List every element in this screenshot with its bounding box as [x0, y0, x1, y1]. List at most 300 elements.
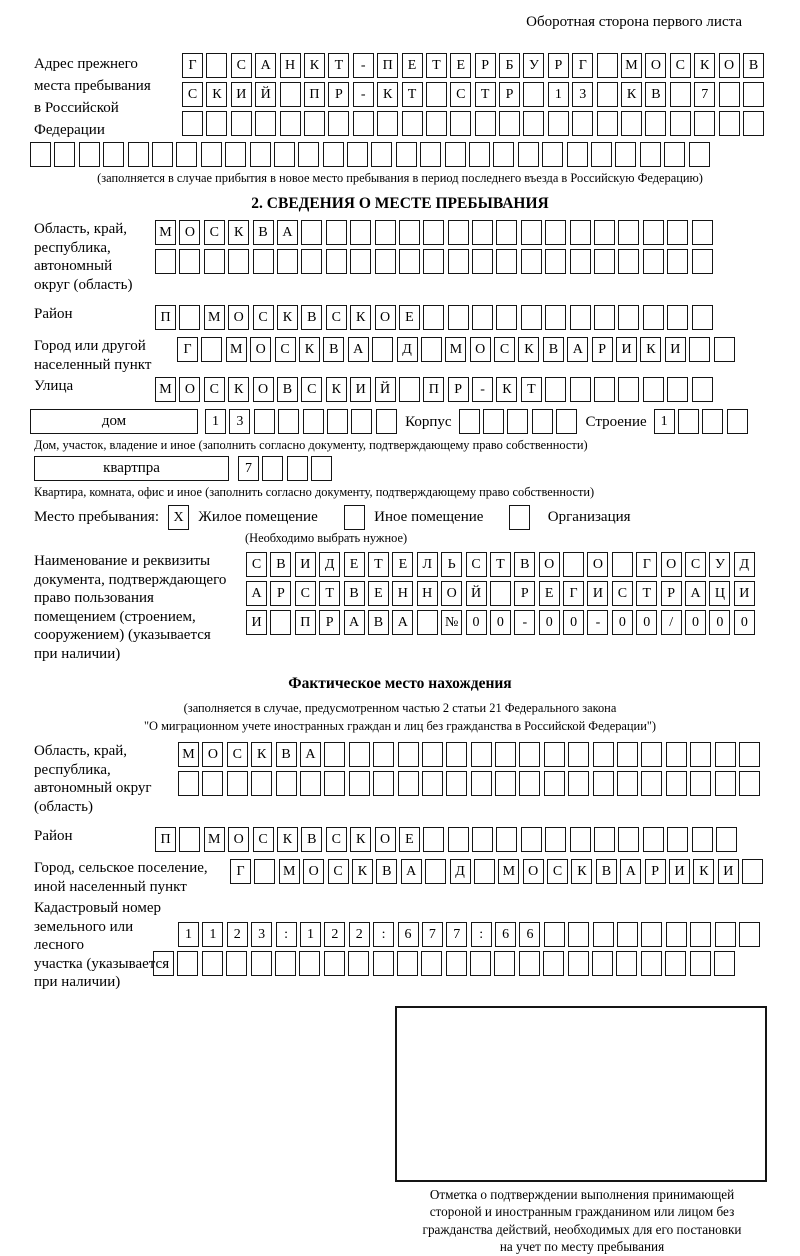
char-cell[interactable] [201, 142, 222, 167]
char-cell[interactable]: Й [255, 82, 276, 107]
char-cell[interactable]: Н [392, 581, 413, 606]
char-cell[interactable] [545, 220, 566, 245]
char-cell[interactable]: Р [499, 82, 520, 107]
char-cell[interactable]: А [348, 337, 369, 362]
char-cell[interactable] [563, 552, 584, 577]
char-cell[interactable] [472, 305, 493, 330]
char-cell[interactable] [326, 249, 347, 274]
char-cell[interactable] [422, 742, 443, 767]
char-cell[interactable] [667, 220, 688, 245]
char-cell[interactable]: Р [645, 859, 666, 884]
char-cell[interactable]: К [694, 53, 715, 78]
char-cell[interactable]: С [547, 859, 568, 884]
char-cell[interactable]: С [204, 377, 225, 402]
char-cell[interactable] [692, 827, 713, 852]
char-cell[interactable] [471, 742, 492, 767]
char-cell[interactable] [397, 951, 418, 976]
char-cell[interactable]: В [376, 859, 397, 884]
char-cell[interactable] [324, 951, 345, 976]
char-cell[interactable] [689, 142, 710, 167]
char-cell[interactable] [643, 249, 664, 274]
char-cell[interactable] [274, 142, 295, 167]
char-cell[interactable]: Е [399, 827, 420, 852]
char-cell[interactable] [423, 220, 444, 245]
char-cell[interactable]: С [685, 552, 706, 577]
char-cell[interactable] [231, 111, 252, 136]
char-cell[interactable] [617, 922, 638, 947]
char-cell[interactable] [678, 409, 699, 434]
char-cell[interactable] [544, 742, 565, 767]
char-cell[interactable]: Р [270, 581, 291, 606]
char-cell[interactable] [398, 742, 419, 767]
char-cell[interactable] [716, 827, 737, 852]
char-cell[interactable]: К [277, 305, 298, 330]
char-cell[interactable] [690, 951, 711, 976]
char-cell[interactable]: 2 [324, 922, 345, 947]
char-cell[interactable]: Т [368, 552, 389, 577]
char-cell[interactable]: С [670, 53, 691, 78]
char-cell[interactable] [396, 142, 417, 167]
char-cell[interactable] [593, 771, 614, 796]
char-cell[interactable]: К [496, 377, 517, 402]
char-cell[interactable] [641, 771, 662, 796]
char-cell[interactable]: О [179, 220, 200, 245]
char-cell[interactable]: О [250, 337, 271, 362]
char-cell[interactable] [618, 827, 639, 852]
char-cell[interactable] [153, 951, 174, 976]
char-cell[interactable]: Г [636, 552, 657, 577]
char-cell[interactable] [594, 827, 615, 852]
char-cell[interactable]: В [301, 827, 322, 852]
char-cell[interactable] [287, 456, 308, 481]
char-cell[interactable]: О [523, 859, 544, 884]
char-cell[interactable] [399, 377, 420, 402]
char-cell[interactable]: : [471, 922, 492, 947]
char-cell[interactable]: - [353, 82, 374, 107]
char-cell[interactable] [446, 742, 467, 767]
char-cell[interactable]: В [743, 53, 764, 78]
char-cell[interactable]: О [375, 305, 396, 330]
char-cell[interactable]: Р [661, 581, 682, 606]
char-cell[interactable] [667, 305, 688, 330]
char-cell[interactable] [178, 771, 199, 796]
char-cell[interactable]: 0 [734, 610, 755, 635]
char-cell[interactable]: Т [490, 552, 511, 577]
char-cell[interactable]: С [326, 827, 347, 852]
char-cell[interactable] [425, 859, 446, 884]
char-cell[interactable]: Т [475, 82, 496, 107]
char-cell[interactable] [373, 951, 394, 976]
char-cell[interactable]: О [587, 552, 608, 577]
char-cell[interactable] [375, 249, 396, 274]
char-cell[interactable] [641, 922, 662, 947]
char-cell[interactable]: П [295, 610, 316, 635]
char-cell[interactable] [568, 742, 589, 767]
char-cell[interactable] [250, 142, 271, 167]
char-cell[interactable] [304, 111, 325, 136]
char-cell[interactable]: 1 [548, 82, 569, 107]
char-cell[interactable]: Н [417, 581, 438, 606]
char-cell[interactable] [521, 827, 542, 852]
char-cell[interactable]: 2 [349, 922, 370, 947]
char-cell[interactable] [472, 249, 493, 274]
char-cell[interactable] [202, 951, 223, 976]
char-cell[interactable]: О [539, 552, 560, 577]
char-cell[interactable]: С [231, 53, 252, 78]
char-cell[interactable]: - [472, 377, 493, 402]
char-cell[interactable] [373, 742, 394, 767]
char-cell[interactable] [349, 742, 370, 767]
char-cell[interactable] [597, 53, 618, 78]
char-cell[interactable] [204, 249, 225, 274]
char-cell[interactable] [694, 111, 715, 136]
char-cell[interactable]: № [441, 610, 462, 635]
char-cell[interactable]: 1 [205, 409, 226, 434]
char-cell[interactable]: А [344, 610, 365, 635]
char-cell[interactable]: О [470, 337, 491, 362]
char-cell[interactable]: М [155, 377, 176, 402]
char-cell[interactable] [350, 220, 371, 245]
char-cell[interactable]: С [326, 305, 347, 330]
char-cell[interactable] [311, 456, 332, 481]
char-cell[interactable] [177, 951, 198, 976]
char-cell[interactable] [690, 742, 711, 767]
char-cell[interactable] [251, 951, 272, 976]
char-cell[interactable] [617, 742, 638, 767]
char-cell[interactable]: Г [182, 53, 203, 78]
char-cell[interactable] [715, 742, 736, 767]
char-cell[interactable]: К [228, 377, 249, 402]
char-cell[interactable] [597, 82, 618, 107]
char-cell[interactable]: 0 [563, 610, 584, 635]
char-cell[interactable]: С [466, 552, 487, 577]
char-cell[interactable] [128, 142, 149, 167]
char-cell[interactable]: - [353, 53, 374, 78]
char-cell[interactable]: И [587, 581, 608, 606]
char-cell[interactable]: М [178, 742, 199, 767]
char-cell[interactable] [494, 951, 515, 976]
char-cell[interactable]: С [275, 337, 296, 362]
char-cell[interactable] [739, 922, 760, 947]
char-cell[interactable] [326, 220, 347, 245]
char-cell[interactable]: Д [734, 552, 755, 577]
char-cell[interactable] [572, 111, 593, 136]
char-cell[interactable]: Р [448, 377, 469, 402]
char-cell[interactable]: К [228, 220, 249, 245]
char-cell[interactable]: О [228, 305, 249, 330]
char-cell[interactable]: Р [319, 610, 340, 635]
char-cell[interactable]: М [155, 220, 176, 245]
char-cell[interactable] [176, 142, 197, 167]
char-cell[interactable] [594, 305, 615, 330]
char-cell[interactable] [376, 409, 397, 434]
char-cell[interactable] [179, 305, 200, 330]
char-cell[interactable]: О [441, 581, 462, 606]
char-cell[interactable]: В [368, 610, 389, 635]
char-cell[interactable] [474, 859, 495, 884]
char-cell[interactable] [421, 337, 442, 362]
char-cell[interactable]: 2 [227, 922, 248, 947]
char-cell[interactable] [155, 249, 176, 274]
char-cell[interactable] [324, 771, 345, 796]
char-cell[interactable] [254, 859, 275, 884]
char-cell[interactable] [521, 220, 542, 245]
char-cell[interactable]: К [640, 337, 661, 362]
char-cell[interactable]: И [350, 377, 371, 402]
char-cell[interactable]: М [498, 859, 519, 884]
char-cell[interactable]: 6 [495, 922, 516, 947]
char-cell[interactable]: Д [397, 337, 418, 362]
char-cell[interactable] [483, 409, 504, 434]
char-cell[interactable]: П [155, 827, 176, 852]
char-cell[interactable]: В [645, 82, 666, 107]
char-cell[interactable]: А [620, 859, 641, 884]
char-cell[interactable] [507, 409, 528, 434]
char-cell[interactable]: С [328, 859, 349, 884]
char-cell[interactable] [523, 82, 544, 107]
char-cell[interactable] [593, 742, 614, 767]
char-cell[interactable] [182, 111, 203, 136]
char-cell[interactable]: К [377, 82, 398, 107]
char-cell[interactable]: / [661, 610, 682, 635]
char-cell[interactable]: Е [344, 552, 365, 577]
char-cell[interactable]: 7 [422, 922, 443, 947]
char-cell[interactable]: Г [230, 859, 251, 884]
char-cell[interactable]: С [253, 305, 274, 330]
char-cell[interactable]: Ц [709, 581, 730, 606]
char-cell[interactable] [545, 377, 566, 402]
char-cell[interactable] [426, 111, 447, 136]
char-cell[interactable]: 0 [709, 610, 730, 635]
char-cell[interactable] [426, 82, 447, 107]
char-cell[interactable] [643, 827, 664, 852]
char-cell[interactable] [727, 409, 748, 434]
char-cell[interactable] [519, 771, 540, 796]
char-cell[interactable]: : [373, 922, 394, 947]
char-cell[interactable] [715, 771, 736, 796]
char-cell[interactable] [670, 111, 691, 136]
char-cell[interactable] [499, 111, 520, 136]
char-cell[interactable] [450, 111, 471, 136]
char-cell[interactable]: К [304, 53, 325, 78]
char-cell[interactable]: И [718, 859, 739, 884]
char-cell[interactable]: Р [592, 337, 613, 362]
char-cell[interactable] [202, 771, 223, 796]
char-cell[interactable] [594, 377, 615, 402]
char-cell[interactable] [420, 142, 441, 167]
char-cell[interactable] [692, 249, 713, 274]
char-cell[interactable]: Е [392, 552, 413, 577]
char-cell[interactable]: Е [402, 53, 423, 78]
char-cell[interactable] [270, 610, 291, 635]
char-cell[interactable] [618, 305, 639, 330]
char-cell[interactable] [743, 111, 764, 136]
char-cell[interactable] [226, 951, 247, 976]
char-cell[interactable] [448, 305, 469, 330]
char-cell[interactable]: М [279, 859, 300, 884]
char-cell[interactable]: Й [375, 377, 396, 402]
char-cell[interactable] [448, 249, 469, 274]
char-cell[interactable] [251, 771, 272, 796]
char-cell[interactable] [448, 827, 469, 852]
char-cell[interactable] [617, 771, 638, 796]
char-cell[interactable]: Й [466, 581, 487, 606]
char-cell[interactable] [54, 142, 75, 167]
char-cell[interactable] [521, 305, 542, 330]
char-cell[interactable]: М [621, 53, 642, 78]
char-cell[interactable] [692, 377, 713, 402]
char-cell[interactable] [641, 742, 662, 767]
char-cell[interactable] [739, 771, 760, 796]
char-cell[interactable] [570, 249, 591, 274]
char-cell[interactable] [519, 742, 540, 767]
char-cell[interactable] [490, 581, 511, 606]
char-cell[interactable] [645, 111, 666, 136]
char-cell[interactable]: 6 [398, 922, 419, 947]
char-cell[interactable]: У [709, 552, 730, 577]
char-cell[interactable] [570, 827, 591, 852]
char-cell[interactable]: К [571, 859, 592, 884]
char-cell[interactable]: П [304, 82, 325, 107]
char-cell[interactable]: А [300, 742, 321, 767]
char-cell[interactable]: 0 [636, 610, 657, 635]
char-cell[interactable] [689, 337, 710, 362]
char-cell[interactable] [280, 111, 301, 136]
char-cell[interactable]: 7 [238, 456, 259, 481]
char-cell[interactable] [715, 922, 736, 947]
char-cell[interactable] [253, 249, 274, 274]
char-cell[interactable] [423, 827, 444, 852]
char-cell[interactable]: Г [572, 53, 593, 78]
char-cell[interactable]: Л [417, 552, 438, 577]
char-cell[interactable] [509, 505, 530, 530]
char-cell[interactable]: Н [280, 53, 301, 78]
char-cell[interactable]: У [523, 53, 544, 78]
char-cell[interactable] [280, 82, 301, 107]
char-cell[interactable] [423, 305, 444, 330]
char-cell[interactable] [353, 111, 374, 136]
char-cell[interactable] [518, 142, 539, 167]
char-cell[interactable]: И [295, 552, 316, 577]
char-cell[interactable]: К [299, 337, 320, 362]
char-cell[interactable] [446, 771, 467, 796]
char-cell[interactable] [301, 249, 322, 274]
char-cell[interactable] [548, 111, 569, 136]
char-cell[interactable]: Т [328, 53, 349, 78]
char-cell[interactable]: В [301, 305, 322, 330]
char-cell[interactable] [277, 249, 298, 274]
char-cell[interactable] [351, 409, 372, 434]
char-cell[interactable]: К [251, 742, 272, 767]
char-cell[interactable] [545, 305, 566, 330]
char-cell[interactable] [421, 951, 442, 976]
char-cell[interactable] [446, 951, 467, 976]
char-cell[interactable]: С [301, 377, 322, 402]
char-cell[interactable] [472, 220, 493, 245]
char-cell[interactable]: 1 [300, 922, 321, 947]
char-cell[interactable] [344, 505, 365, 530]
char-cell[interactable] [570, 220, 591, 245]
char-cell[interactable] [402, 111, 423, 136]
char-cell[interactable]: 0 [539, 610, 560, 635]
char-cell[interactable] [664, 142, 685, 167]
char-cell[interactable]: К [350, 305, 371, 330]
char-cell[interactable]: М [204, 305, 225, 330]
char-cell[interactable] [570, 305, 591, 330]
char-cell[interactable] [640, 142, 661, 167]
char-cell[interactable] [592, 951, 613, 976]
char-cell[interactable] [544, 771, 565, 796]
char-cell[interactable]: О [303, 859, 324, 884]
char-cell[interactable]: Т [319, 581, 340, 606]
char-cell[interactable]: 0 [612, 610, 633, 635]
char-cell[interactable]: К [326, 377, 347, 402]
char-cell[interactable] [349, 771, 370, 796]
char-cell[interactable] [665, 951, 686, 976]
char-cell[interactable]: О [375, 827, 396, 852]
char-cell[interactable]: С [227, 742, 248, 767]
char-cell[interactable] [423, 249, 444, 274]
char-cell[interactable]: А [246, 581, 267, 606]
dom-box[interactable]: дом [30, 409, 198, 434]
char-cell[interactable] [545, 827, 566, 852]
char-cell[interactable]: Т [426, 53, 447, 78]
char-cell[interactable]: Р [328, 82, 349, 107]
char-cell[interactable] [278, 409, 299, 434]
char-cell[interactable] [618, 249, 639, 274]
char-cell[interactable] [568, 922, 589, 947]
char-cell[interactable] [616, 951, 637, 976]
char-cell[interactable] [521, 249, 542, 274]
char-cell[interactable] [496, 249, 517, 274]
char-cell[interactable] [300, 771, 321, 796]
char-cell[interactable]: Е [399, 305, 420, 330]
char-cell[interactable] [399, 249, 420, 274]
char-cell[interactable] [201, 337, 222, 362]
char-cell[interactable] [179, 827, 200, 852]
char-cell[interactable] [445, 142, 466, 167]
char-cell[interactable]: 0 [466, 610, 487, 635]
char-cell[interactable]: А [401, 859, 422, 884]
char-cell[interactable] [692, 305, 713, 330]
char-cell[interactable]: А [255, 53, 276, 78]
char-cell[interactable] [597, 111, 618, 136]
char-cell[interactable] [495, 742, 516, 767]
char-cell[interactable]: В [543, 337, 564, 362]
char-cell[interactable] [206, 53, 227, 78]
char-cell[interactable] [276, 771, 297, 796]
char-cell[interactable]: В [514, 552, 535, 577]
char-cell[interactable] [327, 409, 348, 434]
char-cell[interactable]: 0 [685, 610, 706, 635]
char-cell[interactable]: М [226, 337, 247, 362]
char-cell[interactable] [742, 859, 763, 884]
char-cell[interactable] [348, 951, 369, 976]
char-cell[interactable] [667, 827, 688, 852]
char-cell[interactable]: С [182, 82, 203, 107]
char-cell[interactable]: Т [402, 82, 423, 107]
char-cell[interactable] [719, 111, 740, 136]
char-cell[interactable]: А [567, 337, 588, 362]
char-cell[interactable] [618, 220, 639, 245]
char-cell[interactable]: Р [548, 53, 569, 78]
char-cell[interactable]: В [596, 859, 617, 884]
char-cell[interactable] [495, 771, 516, 796]
char-cell[interactable]: К [352, 859, 373, 884]
char-cell[interactable]: - [514, 610, 535, 635]
char-cell[interactable]: Т [521, 377, 542, 402]
char-cell[interactable]: В [276, 742, 297, 767]
